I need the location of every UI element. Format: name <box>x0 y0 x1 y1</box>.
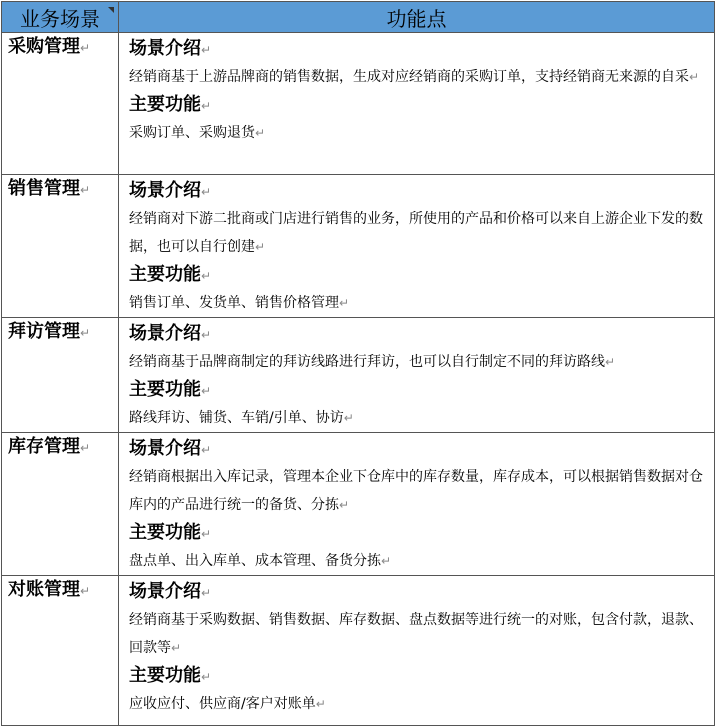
table-row <box>2 33 715 175</box>
feature-cell: 场景介绍↵ 经销商基于采购数据、销售数据、库存数据、盘点数据等进行统一的对账，包含付款，退款、回款等↵ 主要功能↵ 应收应付、供应商/客户对账单↵ <box>119 576 715 726</box>
scene-label: 对账管理 <box>8 579 80 600</box>
table-row <box>2 576 715 726</box>
func-text: 销售订单、发货单、销售价格管理 <box>129 295 339 311</box>
intro-title: 场景介绍 <box>129 38 201 59</box>
intro-title: 场景介绍 <box>129 581 201 602</box>
scene-cell: 库存管理↵ <box>2 433 119 576</box>
scene-label: 库存管理 <box>8 436 80 457</box>
feature-cell: 场景介绍↵ 经销商基于品牌商制定的拜访线路进行拜访，也可以自行制定不同的拜访路线↵ 主要功能↵ 路线拜访、铺货、车销/引单、协访↵ <box>119 318 715 433</box>
func-text: 采购订单、采购退货 <box>129 125 255 141</box>
intro-title: 场景介绍 <box>129 180 201 201</box>
feature-cell: 场景介绍↵ 经销商根据出入库记录，管理本企业下仓库中的库存数量，库存成本，可以根据销售数据对仓库内的产品进行统一的备货、分拣↵ 主要功能↵ 盘点单、出入库单、成本管理、备货分拣↵ <box>119 433 715 576</box>
func-text: 盘点单、出入库单、成本管理、备货分拣 <box>129 553 381 569</box>
func-text: 应收应付、供应商/客户对账单 <box>129 696 316 712</box>
intro-text: 经销商基于采购数据、销售数据、库存数据、盘点数据等进行统一的对账，包含付款，退款、回款等 <box>129 612 703 656</box>
func-title: 主要功能 <box>129 379 201 400</box>
header-business-scene <box>2 2 119 33</box>
header-features-label: 功能点 <box>386 6 447 31</box>
intro-text: 经销商基于上游品牌商的销售数据，生成对应经销商的采购订单，支持经销商无来源的自采 <box>129 69 689 85</box>
table-row <box>2 318 715 433</box>
intro-title: 场景介绍 <box>129 323 201 344</box>
scene-label: 销售管理 <box>8 178 80 199</box>
func-text: 路线拜访、铺货、车销/引单、协访 <box>129 410 344 426</box>
table-row <box>2 433 715 576</box>
intro-text: 经销商基于品牌商制定的拜访线路进行拜访，也可以自行制定不同的拜访路线 <box>129 354 605 370</box>
scene-label: 拜访管理 <box>8 321 80 342</box>
feature-cell: 场景介绍↵ 经销商对下游二批商或门店进行销售的业务，所使用的产品和价格可以来自上游企业下发的数据，也可以自行创建↵ 主要功能↵ 销售订单、发货单、销售价格管理↵ <box>119 175 715 318</box>
func-title: 主要功能 <box>129 94 201 115</box>
func-title: 主要功能 <box>129 264 201 285</box>
func-title: 主要功能 <box>129 665 201 686</box>
intro-text: 经销商根据出入库记录，管理本企业下仓库中的库存数量，库存成本，可以根据销售数据对仓库内的产品进行统一的备货、分拣 <box>129 469 703 513</box>
intro-title: 场景介绍 <box>129 438 201 459</box>
func-title: 主要功能 <box>129 522 201 543</box>
corner-triangle-icon <box>108 7 114 13</box>
scene-cell: 采购管理↵ <box>2 33 119 175</box>
scene-cell: 对账管理↵ <box>2 576 119 726</box>
table-row <box>2 175 715 318</box>
feature-table <box>1 1 715 726</box>
scene-cell: 销售管理↵ <box>2 175 119 318</box>
table-header-row <box>2 2 715 33</box>
feature-cell: 场景介绍↵ 经销商基于上游品牌商的销售数据，生成对应经销商的采购订单，支持经销商无来源的自采↵ 主要功能↵ 采购订单、采购退货↵ <box>119 33 715 175</box>
header-features <box>119 2 715 33</box>
intro-text: 经销商对下游二批商或门店进行销售的业务，所使用的产品和价格可以来自上游企业下发的数据，也可以自行创建 <box>129 211 703 255</box>
header-business-scene-label: 业务场景 <box>20 6 100 31</box>
scene-label: 采购管理 <box>8 36 80 57</box>
scene-cell: 拜访管理↵ <box>2 318 119 433</box>
